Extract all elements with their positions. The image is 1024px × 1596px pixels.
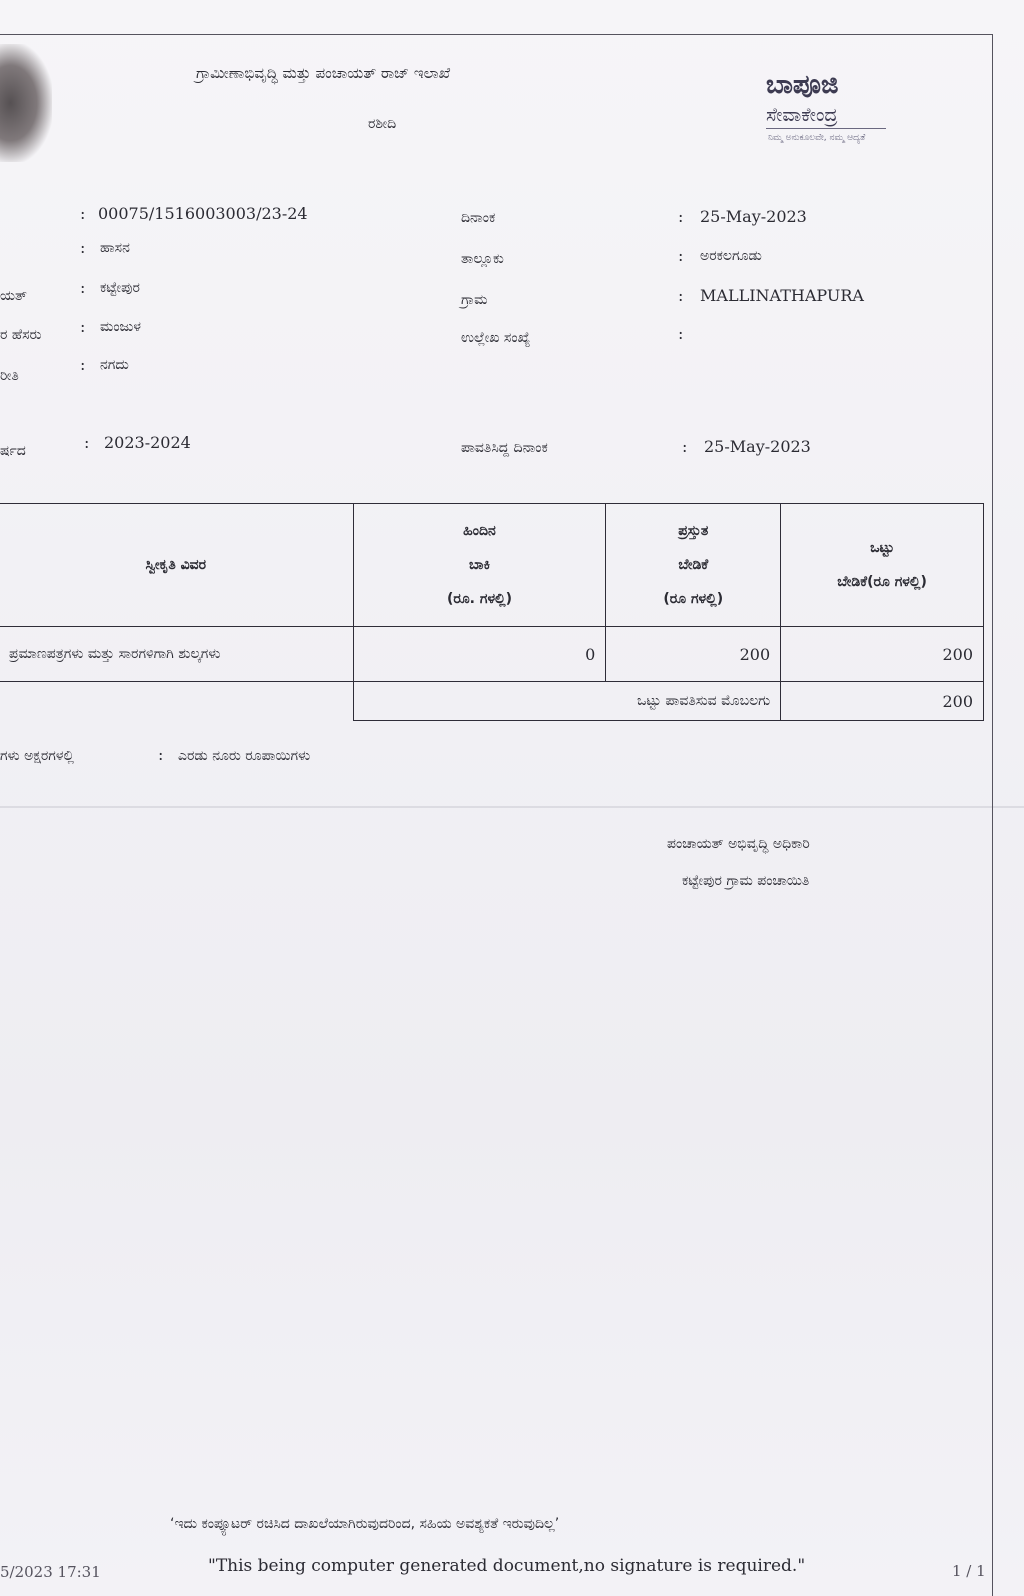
- footer-note-kannada: ‘ಇದು ಕಂಪ್ಯೂಟರ್ ರಚಿಸಿದ ದಾಖಲೆಯಾಗಿರುವುದರಿಂದ, ಸಹಿಯ ಅವಶ್ಯಕತೆ ಇರುವುದಿಲ್ಲ’: [170, 1516, 560, 1532]
- field-label-mode: ರೀತಿ: [0, 368, 19, 384]
- field-label-name: ರ ಹೆಸರು: [0, 327, 42, 343]
- payer-name-value: ಮಂಜುಳ: [100, 319, 141, 335]
- colon: :: [84, 433, 90, 452]
- row-previous-due: 0: [353, 627, 606, 682]
- header-previous-due: ಹಿಂದಿನ ಬಾಕಿ (ರೂ. ಗಳಲ್ಲಿ): [353, 504, 606, 627]
- signatory-designation: ಪಂಚಾಯತ್ ಅಭಿವೃದ್ಧಿ ಅಧಿಕಾರಿ: [667, 836, 810, 852]
- field-label-taluk: ತಾಲ್ಲೂಕು: [461, 251, 504, 267]
- total-row: [0, 682, 984, 721]
- table-row: [0, 627, 984, 682]
- field-label-panchayat: ಯತ್: [0, 288, 27, 304]
- colon: :: [682, 437, 688, 456]
- total-label: ಒಟ್ಟು ಪಾವತಿಸುವ ಮೊಬಲಗು: [353, 682, 781, 721]
- logo-sub-text: ಸೇವಾಕೇಂದ್ರ: [766, 104, 838, 126]
- panchayat-value: ಕಟ್ಟೇಪುರ: [100, 280, 140, 296]
- header-current-demand: ಪ್ರಸ್ತುತ ಬೇಡಿಕೆ (ರೂ ಗಳಲ್ಲಿ): [606, 504, 781, 627]
- colon: :: [80, 355, 86, 374]
- colon: :: [678, 207, 684, 226]
- header-total-demand: ಒಟ್ಟು ಬೇಡಿಕೆ(ರೂ ಗಳಲ್ಲಿ): [781, 504, 984, 627]
- table-header-row: [0, 504, 984, 627]
- payment-mode-value: ನಗದು: [100, 357, 129, 373]
- colon: :: [678, 286, 684, 305]
- header-receipt-details: ಸ್ವೀಕೃತಿ ವಿವರ: [0, 504, 353, 627]
- village-value: MALLINATHAPURA: [700, 286, 864, 305]
- paid-date-value: 25-May-2023: [704, 437, 811, 456]
- district-value: ಹಾಸನ: [100, 240, 130, 256]
- page-number: 1 / 1: [952, 1562, 986, 1580]
- row-description: ಪ್ರಮಾಣಪತ್ರಗಳು ಮತ್ತು ಸಾರಗಳಿಗಾಗಿ ಶುಲ್ಕಗಳು: [0, 627, 353, 682]
- receipt-title: ರಶೀದಿ: [368, 116, 397, 132]
- amount-words-label: ಗಳು ಅಕ್ಷರಗಳಲ್ಲಿ: [0, 748, 75, 764]
- print-timestamp: 5/2023 17:31: [0, 1563, 101, 1581]
- colon: :: [678, 324, 684, 343]
- signatory-office: ಕಟ್ಟೇಪುರ ಗ್ರಾಮ ಪಂಚಾಯಿತಿ: [682, 873, 810, 889]
- logo-tagline: ನಿಮ್ಮ ಅನುಕೂಲವೇ, ನಮ್ಮ ಆದ್ಯತೆ: [768, 133, 866, 143]
- colon: :: [80, 278, 86, 297]
- page-frame: [0, 34, 993, 1596]
- taluk-value: ಅರಕಲಗೂಡು: [700, 248, 762, 264]
- field-label-paid-date: ಪಾವತಿಸಿದ್ದ ದಿನಾಂಕ: [461, 440, 548, 456]
- colon: :: [80, 204, 86, 223]
- colon: :: [80, 238, 86, 257]
- colon: :: [158, 745, 164, 764]
- total-value: 200: [781, 682, 984, 721]
- logo-underline: [766, 128, 886, 129]
- colon: :: [80, 317, 86, 336]
- amount-words-value: ಎರಡು ನೂರು ರೂಪಾಯಿಗಳು: [178, 748, 311, 764]
- footer-note-english: "This being computer generated document,no signature is required.": [208, 1556, 806, 1576]
- logo-main-text: ಬಾಪೂಜಿ: [766, 70, 839, 100]
- row-current-demand: 200: [606, 627, 781, 682]
- government-emblem: [0, 44, 52, 162]
- field-label-village: ಗ್ರಾಮ: [461, 292, 488, 308]
- fee-table: [0, 503, 984, 721]
- field-label-year: ರ್ಷದ: [0, 443, 26, 459]
- field-label-reference: ಉಲ್ಲೇಖ ಸಂಖ್ಯೆ: [461, 330, 531, 346]
- financial-year-value: 2023-2024: [104, 433, 191, 452]
- colon: :: [678, 246, 684, 265]
- receipt-number: 00075/1516003003/23-24: [98, 204, 308, 223]
- field-label-date: ದಿನಾಂಕ: [461, 210, 496, 226]
- date-value: 25-May-2023: [700, 207, 807, 226]
- department-name: ಗ್ರಾಮೀಣಾಭಿವೃದ್ಧಿ ಮತ್ತು ಪಂಚಾಯತ್ ರಾಜ್ ಇಲಾಖೆ: [196, 64, 451, 82]
- row-total-demand: 200: [781, 627, 984, 682]
